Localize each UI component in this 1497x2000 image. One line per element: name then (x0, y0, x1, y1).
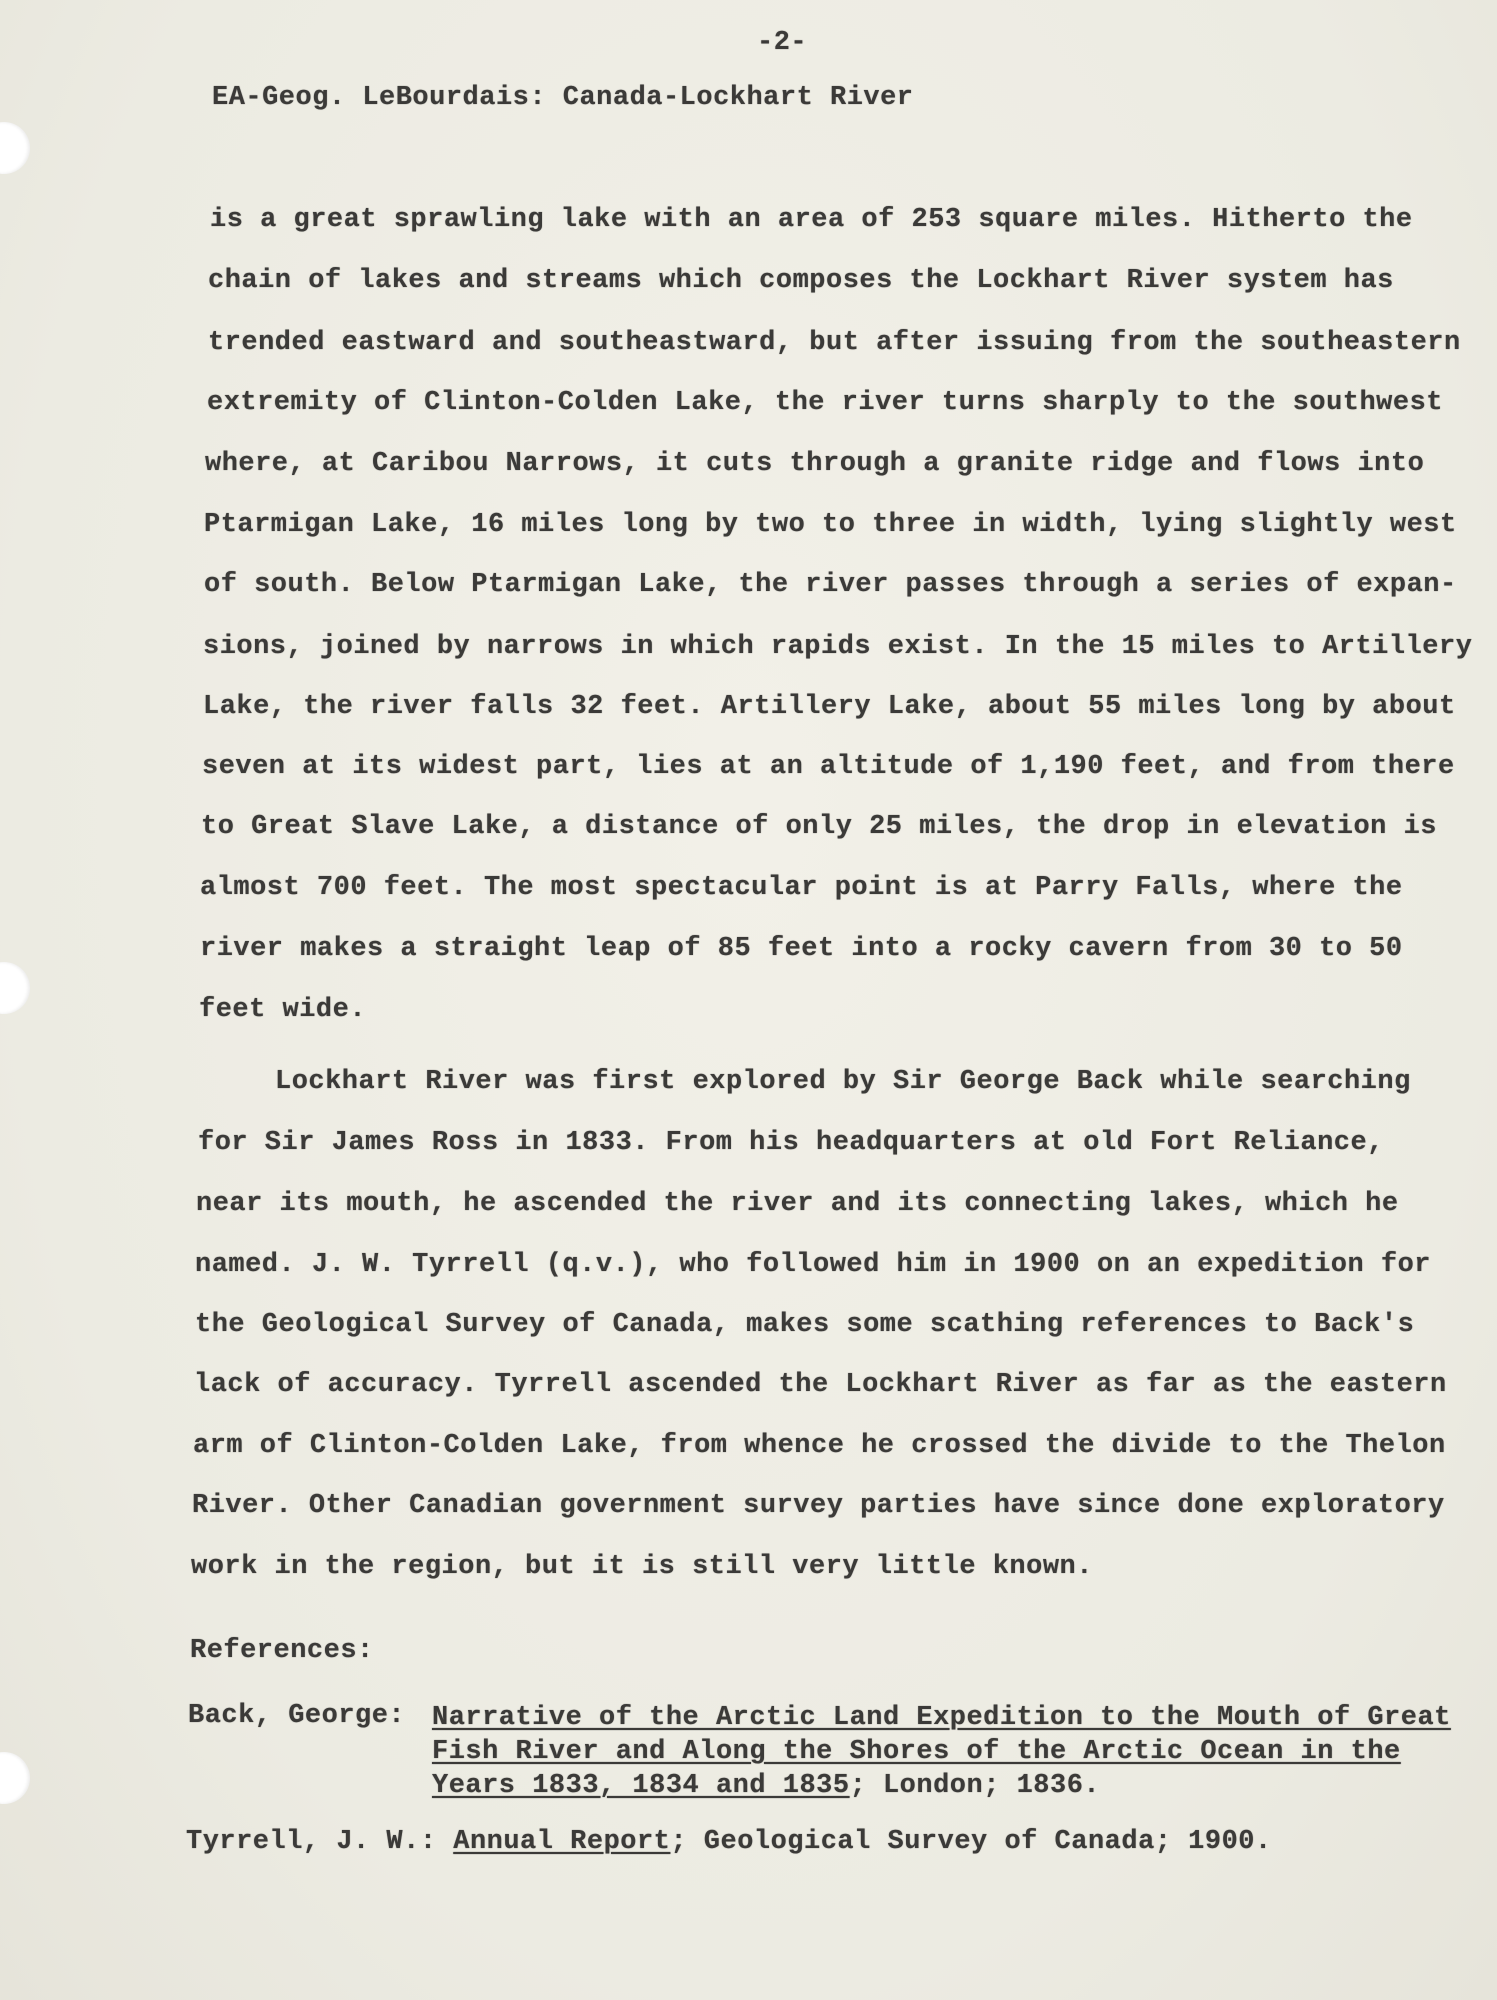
reference-tyrrell (186, 1827, 1272, 1857)
text-line: river makes a straight leap of 85 feet into a rocky cavern from 30 to 50 (200, 934, 1403, 964)
text-line: is a great sprawling lake with an area of 253 square miles. Hitherto the (210, 205, 1413, 235)
text-line: feet wide. (199, 995, 367, 1025)
text-line: lack of accuracy. Tyrrell ascended the Lockhart River as far as the eastern (194, 1370, 1447, 1400)
text-line: where, at Caribou Narrows, it cuts through a granite ridge and flows into (205, 449, 1425, 479)
reference-title-last-line (432, 1771, 1100, 1801)
page-number: -2- (757, 28, 808, 58)
text-line: almost 700 feet. The most spectacular point is at Parry Falls, where the (200, 873, 1403, 903)
reference-details: ; London; 1836. (849, 1771, 1101, 1801)
text-line: for Sir James Ross in 1833. From his headquarters at old Fort Reliance, (198, 1128, 1384, 1158)
text-line: chain of lakes and streams which composes the Lockhart River system has (208, 266, 1394, 296)
text-line: Lake, the river falls 32 feet. Artillery Lake, about 55 miles long by about (203, 692, 1456, 722)
text-line: work in the region, but it is still very little known. (191, 1552, 1093, 1582)
text-line: arm of Clinton-Colden Lake, from whence he crossed the divide to the Thelon (193, 1431, 1446, 1461)
references-heading: References: (190, 1636, 374, 1666)
text-line: named. J. W. Tyrrell (q.v.), who followed him in 1900 on an expedition for (195, 1250, 1431, 1280)
text-line: extremity of Clinton-Colden Lake, the river turns sharply to the southwest (207, 388, 1443, 418)
text-line: Ptarmigan Lake, 16 miles long by two to three in width, lying slightly west (204, 510, 1457, 540)
reference-title-line: Narrative of the Arctic Land Expedition to the Mouth of Great (432, 1703, 1451, 1733)
punch-hole (0, 122, 30, 174)
reference-title-line: Fish River and Along the Shores of the Arctic Ocean in the (432, 1737, 1401, 1767)
text-line: sions, joined by narrows in which rapids exist. In the 15 miles to Artillery (203, 632, 1473, 662)
reference-title-line: Years 1833, 1834 and 1835 (432, 1771, 850, 1801)
text-line: to Great Slave Lake, a distance of only 25 miles, the drop in elevation is (201, 812, 1437, 842)
text-line: trended eastward and southeastward, but after issuing from the southeastern (208, 328, 1461, 358)
punch-hole (0, 1752, 30, 1804)
text-line: near its mouth, he ascended the river and its connecting lakes, which he (196, 1189, 1399, 1219)
text-line: River. Other Canadian government survey parties have since done exploratory (192, 1491, 1445, 1521)
reference-author: Back, George: (188, 1701, 406, 1731)
text-line: of south. Below Ptarmigan Lake, the river passes through a series of expan- (204, 570, 1457, 600)
reference-title: Annual Report (453, 1827, 671, 1857)
text-line: Lockhart River was first explored by Sir George Back while searching (275, 1067, 1411, 1097)
punch-hole (0, 962, 30, 1014)
text-line: seven at its widest part, lies at an altitude of 1,190 feet, and from there (202, 752, 1455, 782)
text-line: the Geological Survey of Canada, makes some scathing references to Back's (195, 1310, 1415, 1340)
reference-author: Tyrrell, J. W.: (186, 1827, 437, 1857)
document-header: EA-Geog. LeBourdais: Canada-Lockhart River (212, 83, 914, 113)
reference-details: ; Geological Survey of Canada; 1900. (670, 1827, 1272, 1857)
